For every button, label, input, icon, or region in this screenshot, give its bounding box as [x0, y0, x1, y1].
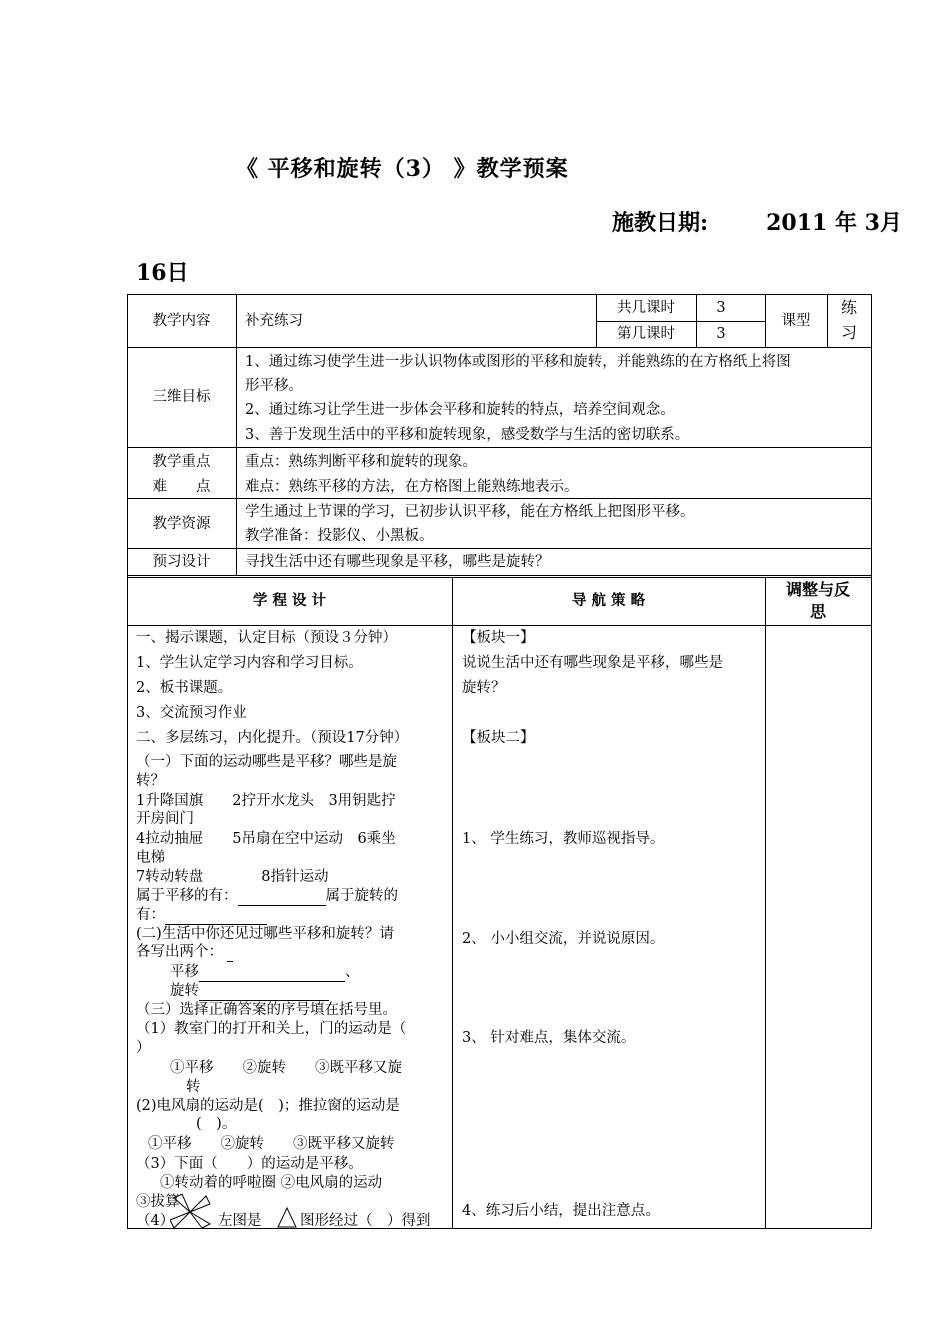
goal-line: 2、通过练习让学生进一步体会平移和旋转的特点，培养空间观念。 [245, 402, 675, 418]
date-value: 2011 年 3月 [766, 210, 902, 236]
study-line: 7转动转盘 8指针运动 [136, 869, 329, 885]
study-line: 开房间门 [136, 811, 194, 827]
difficulty: 难点：熟练平移的方法，在方格图上能熟练地表示。 [245, 479, 579, 495]
study-line: ①平移 ②旋转 ③既平移又旋 [170, 1060, 402, 1076]
content-value: 补充练习 [245, 313, 303, 329]
study-line: 3、交流预习作业 [136, 705, 247, 721]
guide-line: 说说生活中还有哪些现象是平移，哪些是 [462, 655, 723, 671]
triangle-figure-icon [276, 1206, 298, 1228]
guide-block-1-title: 【板块一】 [462, 630, 535, 646]
study-line: （一）下面的运动哪些是平移？哪些是旋 [136, 754, 397, 770]
study-line: 二、多层练习，内化提升。（预设17分钟） [136, 730, 409, 746]
study-line: 1、学生认定学习内容和学习目标。 [136, 655, 363, 671]
study-line: 各写出两个： [136, 942, 233, 962]
study-line: 转？ [136, 773, 165, 789]
preview-value: 寻找生活中还有哪些现象是平移，哪些是旋转？ [245, 554, 550, 570]
lesson-number-label: 第几课时 [617, 326, 675, 342]
resources-line: 教学准备：投影仪、小黑板。 [245, 528, 434, 544]
study-line: （4） [136, 1213, 175, 1229]
study-line: 图形经过（ ）得到 [300, 1213, 431, 1229]
guide-block-2-title: 【板块二】 [462, 730, 535, 746]
total-lessons-label: 共几课时 [617, 300, 675, 316]
study-line: ①平移 ②旋转 ③既平移又旋转 [148, 1136, 395, 1152]
preview-label: 预习设计 [152, 554, 211, 570]
key-label: 教学重点 [152, 454, 211, 470]
type-value-1: 练 [840, 298, 857, 317]
goal-line: 3、善于发现生活中的平移和旋转现象，感受数学与生活的密切联系。 [245, 427, 690, 443]
study-line: 2、板书课题。 [136, 680, 233, 696]
study-line: (2)电风扇的运动是( )；推拉窗的运动是 [136, 1098, 400, 1114]
study-line: (二)生活中你还见过哪些平移和旋转？请 [136, 926, 394, 942]
resources-line: 学生通过上节课的学习，已初步认识平移，能在方格纸上把图形平移。 [245, 504, 695, 520]
pinwheel-figure-icon [170, 1190, 216, 1230]
teaching-date-day: 16日 [136, 260, 189, 286]
content-label: 教学内容 [152, 313, 211, 329]
study-line: 平移 、 [170, 964, 360, 980]
study-line: 转 [186, 1079, 201, 1095]
study-line: ③拔算 [136, 1194, 180, 1210]
study-line: 1升降国旗 2拧开水龙头 3用钥匙拧 [136, 793, 396, 809]
study-line: ） [136, 1040, 151, 1056]
type-label: 课型 [781, 313, 811, 329]
guide-line: 1、 学生练习，教师巡视指导。 [462, 831, 665, 847]
study-line: 左图是 [218, 1213, 262, 1229]
guide-line: 2、 小小组交流，并说说原因。 [462, 931, 665, 947]
key-point: 重点：熟练判断平移和旋转的现象。 [245, 454, 477, 470]
total-lessons-value: 3 [716, 300, 726, 316]
resources-label: 教学资源 [152, 516, 211, 532]
difficulty-label: 难 点 [152, 479, 211, 495]
study-line: 旋转 [170, 981, 329, 1001]
study-line: （1）教室门的打开和关上，门的运动是（ [136, 1021, 407, 1037]
study-line: ( )。 [196, 1116, 237, 1132]
study-line: 4拉动抽屉 5吊扇在空中运动 6乘坐 [136, 831, 396, 847]
goal-line: 形平移。 [245, 378, 303, 394]
study-line: 有： [136, 905, 267, 925]
guide-line: 4、练习后小结，提出注意点。 [462, 1203, 660, 1219]
study-line: （三）选择正确答案的序号填在括号里。 [136, 1002, 397, 1018]
date-label: 施教日期: [612, 210, 709, 236]
adjust-reflect-header-2: 思 [809, 602, 826, 621]
guide-line: 旋转？ [462, 680, 506, 696]
study-line: ①转动着的呼啦圈 ②电风扇的运动 [160, 1175, 383, 1191]
document-title: 《 平移和旋转（3） 》教学预案 [236, 156, 569, 182]
study-line: （3）下面（ ）的运动是平移。 [136, 1156, 363, 1172]
lesson-number-value: 3 [716, 326, 726, 342]
type-value-2: 习 [840, 323, 857, 342]
adjust-reflect-header-1: 调整与反 [785, 580, 850, 599]
teaching-date [612, 206, 902, 237]
goal-line: 1、通过练习使学生进一步认识物体或图形的平移和旋转，并能熟练的在方格纸上将图 [245, 354, 791, 370]
study-design-header: 学 程 设 计 [252, 592, 327, 609]
guide-strategy-header: 导 航 策 略 [571, 592, 646, 609]
study-line: 一、揭示课题，认定目标（预设３分钟） [136, 630, 397, 646]
guide-line: 3、 针对难点，集体交流。 [462, 1030, 636, 1046]
study-line: 属于平移的有： 属于旋转的 [136, 888, 398, 904]
goals-label: 三维目标 [152, 389, 211, 405]
study-line: 电梯 [136, 850, 165, 866]
